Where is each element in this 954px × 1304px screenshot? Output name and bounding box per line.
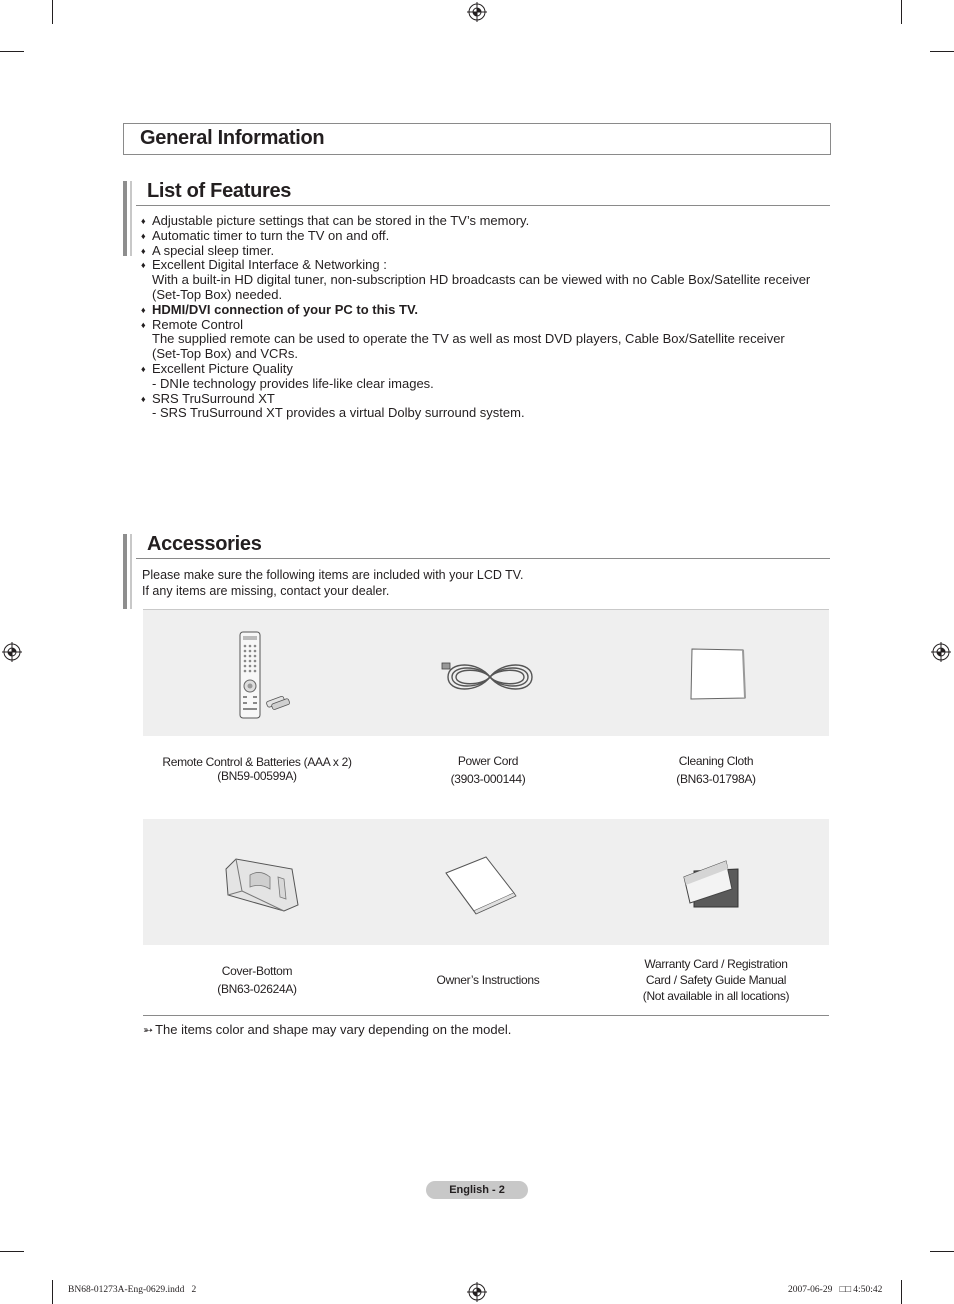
accessory-name: Cover-Bottom — [221, 964, 293, 978]
feature-list — [141, 214, 831, 421]
accessory-caption — [143, 754, 371, 784]
accessory-name-line: Card / Safety Guide Manual — [645, 973, 787, 987]
cover-bottom-icon — [220, 855, 304, 913]
accessory-name: Cleaning Cloth — [678, 754, 754, 768]
list-item-detail: - SRS TruSurround XT provides a virtual Dolby surround system. — [152, 405, 525, 421]
crop-mark — [52, 0, 53, 24]
registration-mark-icon — [931, 642, 951, 662]
accessory-caption — [602, 753, 830, 787]
note-arrow-icon: ➳ — [143, 1023, 154, 1037]
cleaning-cloth-icon — [688, 646, 748, 702]
crop-mark — [930, 51, 954, 52]
accessory-name: Remote Control & Batteries (AAA x 2) — [162, 755, 352, 769]
crop-mark — [930, 1251, 954, 1252]
list-item: ♦ HDMI/DVI connection of your PC to this TV. — [141, 301, 419, 317]
list-item: ♦ Adjustable picture settings that can be stored in the TV’s memory. — [141, 213, 530, 228]
crop-mark — [0, 51, 24, 52]
page-title: General Information — [140, 127, 325, 149]
registration-mark-icon — [467, 1282, 487, 1302]
registration-mark-icon — [2, 642, 22, 662]
list-item: ♦ Automatic timer to turn the TV on and off. — [141, 227, 390, 243]
diamond-bullet-icon: ♦ — [141, 245, 146, 256]
diamond-bullet-icon: ♦ — [141, 216, 146, 226]
accessory-name-line: Warranty Card / Registration — [644, 957, 788, 971]
list-item-detail: With a built-in HD digital tuner, non-subscription HD broadcasts can be viewed with no Cable Box/Satellite receiver (Set-Top Box) needed. — [152, 272, 811, 302]
section-bar — [130, 181, 132, 256]
accessory-name-line: (Not available in all locations) — [642, 989, 790, 1003]
warranty-cards-icon — [680, 855, 744, 911]
crop-mark — [901, 1280, 902, 1304]
features-heading: List of Features — [147, 180, 292, 202]
diamond-bullet-icon: ♦ — [141, 230, 146, 241]
accessories-heading: Accessories — [147, 533, 262, 555]
section-bar — [123, 534, 127, 609]
accessory-code: (BN59-00599A) — [217, 769, 297, 783]
diamond-bullet-icon: ♦ — [141, 363, 146, 374]
accessory-code: (BN63-02624A) — [217, 982, 297, 996]
list-item: ♦ A special sleep timer. — [141, 242, 275, 258]
accessory-caption — [374, 753, 602, 787]
diamond-bullet-icon: ♦ — [141, 393, 146, 404]
note-text: The items color and shape may vary depending on the model. — [155, 1022, 512, 1037]
section-rule — [136, 558, 830, 559]
accessory-code: (BN63-01798A) — [676, 772, 756, 786]
list-item: ♦ Excellent Picture Quality — [141, 360, 293, 376]
page-number-badge: English - 2 — [426, 1181, 528, 1199]
accessory-code: (3903-000144) — [450, 772, 526, 786]
accessory-caption — [143, 963, 371, 997]
section-rule — [136, 205, 830, 206]
accessories-intro: Please make sure the following items are included with your LCD TV. If any items are missing, contact your dealer. — [142, 568, 524, 598]
crop-mark — [901, 0, 902, 24]
diamond-bullet-icon: ♦ — [141, 260, 146, 271]
accessory-caption — [602, 956, 830, 1004]
diamond-bullet-icon: ♦ — [141, 304, 146, 315]
list-item-detail: The supplied remote can be used to operate the TV as well as most DVD players, Cable Box/Satellite receiver (Set-Top Box) and VCRs. — [152, 331, 785, 362]
page-title-box — [123, 123, 831, 155]
remote-control-icon — [232, 630, 294, 720]
accessory-name: Owner’s Instructions — [436, 973, 540, 987]
list-item: ♦ SRS TruSurround XT — [141, 390, 275, 406]
registration-mark-icon — [467, 2, 487, 22]
divider — [143, 1015, 829, 1016]
file-slug: BN68-01273A-Eng-0629.indd 2 — [68, 1285, 197, 1295]
diamond-bullet-icon: ♦ — [141, 319, 146, 330]
crop-mark — [52, 1280, 53, 1304]
accessory-name: Power Cord — [457, 754, 519, 768]
manual-book-icon — [442, 855, 518, 915]
list-item: ♦ Excellent Digital Interface & Networking : — [141, 257, 387, 273]
crop-mark — [0, 1251, 24, 1252]
list-item: ♦ Remote Control — [141, 316, 244, 332]
note — [143, 1022, 511, 1037]
list-item-detail: - DNIe technology provides life-like clear images. — [152, 375, 434, 391]
section-bar — [123, 181, 127, 256]
section-bar — [130, 534, 132, 609]
power-cord-icon — [440, 655, 540, 700]
accessory-caption — [374, 972, 602, 988]
date-slug: 2007-06-29 □□ 4:50:42 — [788, 1285, 883, 1295]
